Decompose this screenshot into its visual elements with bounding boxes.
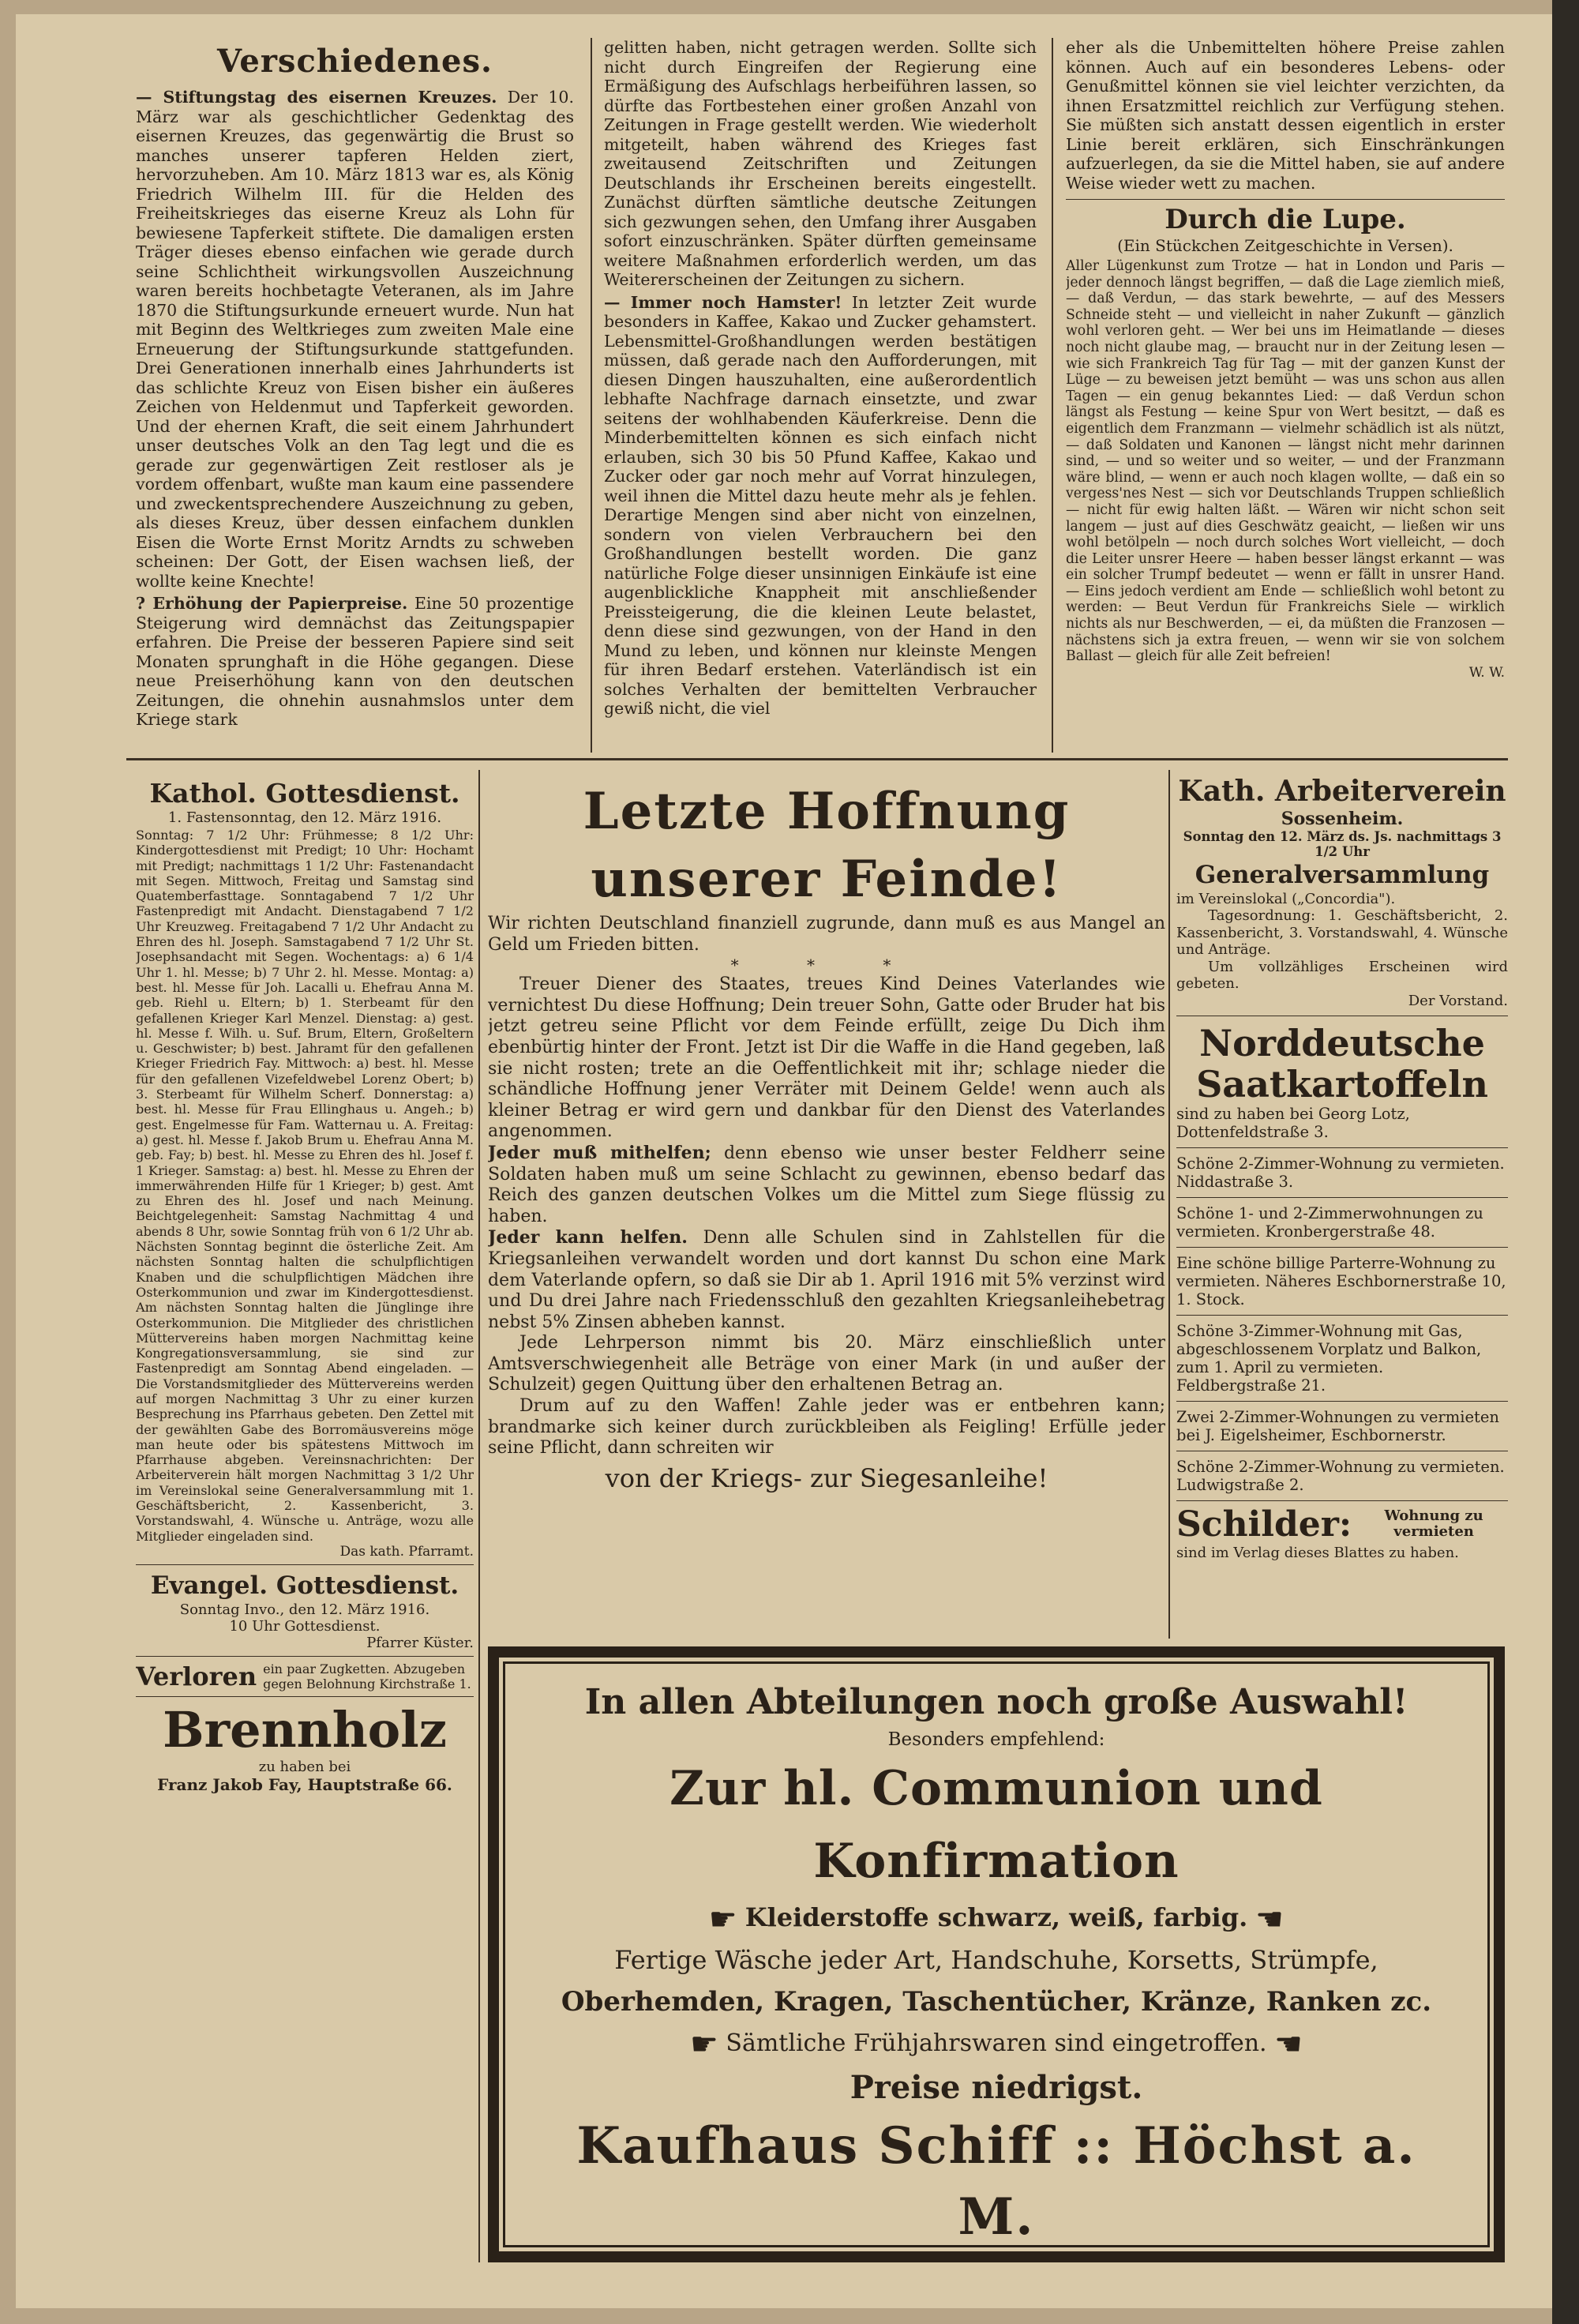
kaufhaus-line8: Preise niedrigst.: [850, 2068, 1143, 2106]
appeal-p4: [488, 1227, 1165, 1333]
pointing-hand-icon: ☛: [1255, 1901, 1285, 1938]
appeal-p5: Jede Lehrperson nimmt bis 20. März einschließlich unter Amtsverschwiegenheit alle Beträge von einer Mark (in und außer der Schulzeit) gegen Quittung über den erhaltenen Betrag an.: [488, 1333, 1165, 1395]
article-lead: ? Erhöhung der Papierpreise.: [136, 594, 408, 613]
kaufhaus-line4-row: [531, 1898, 1462, 1939]
kath-heading: Kathol. Gottesdienst.: [149, 778, 460, 809]
appeal-stars: * * *: [730, 956, 923, 975]
column-middle: [604, 38, 1037, 757]
appeal-p3: [488, 1143, 1165, 1227]
rental-ad: Schöne 1- und 2-Zimmerwohnungen zu vermieten. Kronbergerstraße 48.: [1176, 1198, 1508, 1248]
kaufhaus-line1: In allen Abteilungen noch große Auswahl!: [584, 1682, 1408, 1722]
kaufhaus-ad: [488, 1646, 1505, 2262]
rental-list: [1176, 1148, 1508, 1501]
evang-signature: Pfarrer Küster.: [366, 1634, 474, 1651]
article-hamster: [604, 293, 1037, 719]
article-lead: — Stiftungstag des eisernen Kreuzes.: [136, 88, 497, 107]
kaufhaus-line6: Oberhemden, Kragen, Taschentücher, Kränze, Ranken zc.: [561, 1985, 1432, 2018]
column-ads: [1176, 774, 1508, 1643]
poem-subtitle: (Ein Stückchen Zeitgeschichte in Versen).: [1117, 236, 1453, 255]
arbeiter-heading: Kath. Arbeiterverein: [1178, 775, 1506, 808]
arbeiter-note: Um vollzähliges Erscheinen wird gebeten.: [1176, 958, 1508, 992]
pointing-hand-icon: ☛: [708, 1901, 737, 1938]
column-divider: [1052, 38, 1053, 753]
appeal-p6: Drum auf zu den Waffen! Zahle jeder was er entbehren kann; brandmarke sich keiner durch zurückbleiben als Feigling! Erfülle jeder seine Pflicht, dann schreiten wir: [488, 1396, 1165, 1459]
verloren-ad: [136, 1661, 474, 1691]
arbeiter-event: Generalversammlung: [1195, 861, 1490, 889]
article-body: In letzter Zeit wurde besonders in Kaffee, Kakao und Zucker gehamstert. Lebensmittel-Großhandlungen werden bestätigen müssen, daß gerade nach den Aufforderungen, mit diesen Dingen hauszuhalten, eine außerordentlich lebhafte Nachfrage darnach einsetzte, und zwar seitens der wohlhabenden Käuferkreise. Denn die Minderbemittelten können es sich einfach nicht erlauben, sich 30 bis 50 Pfund Kaffee, Kakao und Zucker oder gar noch mehr auf Vorrat hinzulegen, weil ihnen die Mittel dazu heute mehr als je fehlen. Derartige Mengen sind aber nicht von einzelnen, sondern von vielen Verbrauchern bei den Großhandlungen bestellt worden. Die ganz natürliche Folge dieser unsinnigen Einkäufe ist eine augenblickliche Knappheit mit anschließender Preissteigerung, die die kleinen Leute belastet, denn diese sind gezwungen, von der Hand in den Mund zu leben, und können nur kleinste Mengen für ihren Bedarf erstehen. Vaterländisch ist ein solches Verhalten der bemittelten Verbraucher gewiß nicht, die viel: [604, 292, 1037, 718]
schilder-ad: [1176, 1504, 1508, 1545]
verloren-text: ein paar Zugketten. Abzugeben gegen Belohnung Kirchstraße 1.: [263, 1661, 471, 1691]
poem-text: Aller Lügenkunst zum Trotze — hat in London und Paris — jeder dennoch längst begriffen, — daß die Lage ziemlich mieß, — daß Verdun, — das stark bewehrte, — auf des Messers Schneide steht — und vielleicht in naher Zukunft — gänzlich wohl verloren geht. — Wer bei uns im Heimatlande — dieses noch nicht glaube mag, — braucht nur in der Zeitung lesen — wie sich Frankreich Tag für Tag — mit der ganzen Kunst der Lüge — zu beweisen jetzt bemüht — was uns schon aus allen Tagen — ein genug bekanntes Lied: — daß Verdun schon längst als Festung — keine Spur von Wert besitzt, — daß es eigentlich dem Franzmann — vielmehr schädlich ist als nützt, — daß Soldaten und Kanonen — längst nicht mehr darinnen sind, — und so weiter und so weiter, — und der Franzmann wäre blind, — wenn er auch noch klagen wollte, — daß ein so vergess'nes Nest — sich vor Deutschlands Truppen schließlich — nicht für ewig halten läßt. — Wären wir nicht schon seit langem — just auf dies Geschwätz geaicht, — ließen wir uns wohl betölpeln — noch durch solches Wort vielleicht, — doch die Leiter unsrer Heere — haben besser längst erkannt — was ein solcher Trumpf bedeutet — wenn er fällt in unsrer Hand. — Eins jedoch verdient am Ende — schließlich wohl betont zu werden: — Beut Verdun für Frankreichs Siele — wirklich nichts als nur Beschwerden, — ei, da müßten die Franzosen — nächstens sich ja extra freuen, — wenn wir sie von solchem Ballast — gleich für alle Zeit befreien!: [1066, 258, 1505, 665]
appeal-p1: Wir richten Deutschland finanziell zugrunde, dann muß es aus Mangel an Geld um Frieden bitten.: [488, 914, 1165, 955]
saat-text: sind zu haben bei Georg Lotz, Dottenfeldstraße 3.: [1176, 1105, 1508, 1148]
column-church: [136, 778, 474, 2255]
kath-date: 1. Fastensonntag, den 12. März 1916.: [167, 809, 442, 826]
arbeiter-place: Sossenheim.: [1281, 809, 1404, 829]
arbeiter-venue: im Vereinslokal („Concordia").: [1176, 891, 1396, 907]
kath-signature: Das kath. Pfarramt.: [339, 1543, 474, 1560]
evang-date: Sonntag Invo., den 12. März 1916.: [179, 1601, 430, 1618]
page-edge: [1552, 0, 1579, 2324]
section-heading: Verschiedenes.: [217, 43, 493, 80]
brennholz-heading: Brennholz: [163, 1700, 447, 1759]
pointing-hand-icon: ☛: [690, 2026, 718, 2063]
kaufhaus-line3: Zur hl. Communion und Konfirmation: [669, 1761, 1323, 1889]
article-body: Der 10. März war als geschichtlicher Gedenktag des eisernen Kreuzes, das gegenwärtig die Brust so manches unserer tapferen Helden ziert, hervorzuheben. Am 10. März 1813 war es, als König Friedrich Wilhelm III. für die Helden des Freiheitskrieges das eiserne Kreuz als Lohn für bewiesene Tapferkeit stiftete. Die damaligen ersten Träger dieses ebenso einfachen wie gerade durch seine Schlichtheit wirkungsvollen Auszeichnung waren bereits hochbetagte Veteranen, als im Jahre 1870 die Stiftungsurkunde erneuert wurde. Nun hat mit Beginn des Weltkrieges zum zweiten Male eine Erneuerung der Stiftungsurkunde stattgefunden. Drei Generationen innerhalb eines Jahrhunderts ist das schlichte Kreuz von Eisen bisher ein äußeres Zeichen von Heldenmut und Tapferkeit geworden. Und der ehernen Kraft, die seit einem Jahrhundert unser deutsches Volk an den Tag legt und die es gerade zur gegenwärtigen Zeit restloser als je vordem offenbart, wußte man kaum eine passendere und zweckentsprechendere Auszeichnung zu geben, als dieses Kreuz, über dessen einfachem dunklen Eisen die Worte Ernst Moritz Arndts zu schweben scheinen: Der Gott, der Eisen wachsen ließ, der wollte keine Knechte!: [136, 88, 574, 591]
rule: [1066, 199, 1505, 200]
article-lead: — Immer noch Hamster!: [604, 292, 842, 312]
appeal-heading: Letzte Hoffnung unserer Feinde!: [583, 782, 1071, 909]
arbeiter-signature: Der Vorstand.: [1408, 992, 1508, 1009]
schilder-text: sind im Verlag dieses Blattes zu haben.: [1176, 1544, 1459, 1561]
column-divider: [591, 38, 592, 753]
arbeiter-date: Sonntag den 12. März ds. Js. nachmittags 3 1/2 Uhr: [1183, 829, 1502, 859]
section-divider: [126, 758, 1508, 760]
appeal-p2: Treuer Diener des Staates, treues Kind Deines Vaterlandes wie vernichtest Du diese Hoffnung; Dein treuer Sohn, Gatte oder Bruder hat bis jetzt getreu seine Pflicht vor dem Feinde erfüllt, zeige Du Dich ihm ebenbürtig hinter der Front. Jetzt ist Dir die Waffe in die Hand gegeben, laß sie nicht rosten; trete an die Oeffentlichkeit mit ihr; schlage nieder die schändliche Hoffnung jener Verräter mit Deinem Gelde! wenn auch als kleiner Betrag er wird gern und dankbar für den Dienst des Vaterlandes angenommen.: [488, 974, 1165, 1142]
kath-text: Sonntag: 7 1/2 Uhr: Frühmesse; 8 1/2 Uhr: Kindergottesdienst mit Predigt; 10 Uhr: Hochamt mit Predigt; nachmittags 1 1/2 Uhr: Fastenandacht mit Segen. Mittwoch, Freitag und Samstag sind Quatemberfasttage. Sonntagabend 7 1/2 Uhr Fastenpredigt mit Andacht. Dienstagabend 7 1/2 Uhr Kreuzweg. Freitagabend 7 1/2 Uhr Andacht zu Ehren des hl. Joseph. Samstagabend 7 1/2 Uhr St. Josephsandacht mit Segen. Wochentags: a) 6 1/4 Uhr 1. hl. Messe; b) 7 Uhr 2. hl. Messe. Montag: a) best. hl. Messe für Joh. Lacalli u. Ehefrau Anna M. geb. Riehl u. Eltern; b) 1. Sterbeamt für den gefallenen Krieger Karl Menzel. Dienstag: a) gest. hl. Messe f. Wilh. u. Suf. Brum, Eltern, Großeltern u. Geschwister; b) best. Jahramt für den gefallenen Krieger Friedrich Fay. Mittwoch: a) best. hl. Messe für den gefallenen Vizefeldwebel Lorenz Obert; b) 3. Sterbeamt für Wilhelm Scherf. Donnerstag: a) best. hl. Messe für Frau Ellinghaus u. Angeh.; b) gest. Engelmesse für Fam. Watternau u. A. Freitag: a) gest. hl. Messe f. Jakob Brum u. Ehefrau Anna M. geb. Fay; b) best. hl. Messe zu Ehren des hl. Josef f. 1 Krieger. Samstag: a) best. hl. Messe zu Ehren der immerwährenden Hilfe für 1 Krieger; b) gest. Amt zu Ehren des hl. Josef und nach Meinung. Beichtgelegenheit: Samstag Nachmittag 4 und abends 8 Uhr, sowie Sonntag früh von 6 1/2 Uhr ab. Nächsten Sonntag beginnt die österliche Zeit. Am nächsten Sonntag halten die schulpflichtigen Knaben und die schulpflichtigen Mädchen ihre Osterkommunion und zwar im Kindergottesdienst. Am nächsten Sonntag halten die Jünglinge ihre Osterkommunion. Die Mitglieder des christlichen Müttervereins haben morgen Nachmittag keine Kongregationsversammlung, sie sind zur Fastenpredigt am Sonntag Abend eingeladen. — Die Vorstandsmitglieder des Müttervereins werden auf morgen Nachmittag 3 Uhr zu einer kurzen Besprechung ins Pfarrhaus gebeten. Den Zettel mit der gewählten Gabe des Borromäusvereins möge man heute oder bis spätestens Mittwoch im Pfarrhause abgeben. Vereinsnachrichten: Der Arbeiterverein hält morgen Nachmittag 3 1/2 Uhr im Vereinslokal seine Generalversammlung mit 1. Geschäftsbericht, 2. Kassenbericht, 3. Vorstandswahl, 4. Wünsche u. Anträge, wozu alle Mitglieder eingeladen sind.: [136, 828, 474, 1544]
kaufhaus-line7: Sämtliche Frühjahrswaren sind eingetroffen.: [726, 2029, 1267, 2057]
article-body: Eine 50 prozentige Steigerung wird demnächst das Zeitungspapier erfahren. Die Preise der besseren Papiere sind seit Monaten sprunghaft in die Höhe gegangen. Diese neue Preiserhöhung kann von den deutschen Zeitungen, die ohnehin ausnahmslos unter dem Kriege stark: [136, 594, 574, 729]
column-right: [1066, 38, 1505, 757]
brennholz-line2: Franz Jakob Fay, Hauptstraße 66.: [157, 1774, 452, 1794]
saat-heading-1: Norddeutsche: [1199, 1021, 1485, 1064]
evang-time: 10 Uhr Gottesdienst.: [229, 1617, 381, 1635]
column-verschiedenes: [136, 38, 574, 757]
kaufhaus-content: [531, 1678, 1462, 2247]
rule: [136, 1564, 474, 1565]
schilder-word: Schilder:: [1176, 1504, 1352, 1545]
rule: [136, 1656, 474, 1657]
verloren-word: Verloren: [136, 1661, 257, 1691]
appeal-p3-text: denn ebenso wie unser bester Feldherr seine Soldaten haben muß um seine Schlacht zu gewinnen, ebenso bedarf das Reich des ganzen deutschen Volkes um die Mittel zum Siege flüssig zu haben.: [488, 1143, 1165, 1226]
rule: [136, 1696, 474, 1697]
rental-ad: Schöne 2-Zimmer-Wohnung zu vermieten. Ludwigstraße 2.: [1176, 1451, 1508, 1501]
kaufhaus-line5: Fertige Wäsche jeder Art, Handschuhe, Korsetts, Strümpfe,: [614, 1944, 1378, 1975]
article-paper-continued: gelitten haben, nicht getragen werden. Sollte sich nicht durch Eingreifen der Regierung eine Ermäßigung des Aufschlags herbeiführen lassen, so dürfte das Fortbestehen einer großen Anzahl von Zeitungen in Frage gestellt werden. Wie wiederholt mitgeteilt, haben während des Krieges fast zweitausend Zeitschriften und Zeitungen Deutschlands ihr Erscheinen bereits eingestellt. Zunächst dürften sämtliche deutsche Zeitungen sich gezwungen sehen, den Umfang ihrer Ausgaben sofort einzuschränken. Später dürften gemeinsame weitere Maßnahmen erforderlich werden, um das Weitererscheinen der Zeitungen zu sichern.: [604, 38, 1037, 289]
rental-ad: Schöne 2-Zimmer-Wohnung zu vermieten. Niddastraße 3.: [1176, 1148, 1508, 1198]
rental-ad: Eine schöne billige Parterre-Wohnung zu vermieten. Näheres Eschbornerstraße 10, 1. Stock.: [1176, 1248, 1508, 1316]
saat-heading-2: Saatkartoffeln: [1196, 1062, 1488, 1106]
rental-ad: Schöne 3-Zimmer-Wohnung mit Gas, abgeschlossenem Vorplatz und Balkon, zum 1. April zu vermieten. Feldbergstraße 21.: [1176, 1316, 1508, 1402]
poem-signature: W. W.: [1468, 664, 1505, 681]
rental-ad: Zwei 2-Zimmer-Wohnungen zu vermieten bei J. Eigelsheimer, Eschbornerstr.: [1176, 1402, 1508, 1451]
column-divider: [478, 770, 480, 2262]
kaufhaus-line4: Kleiderstoffe schwarz, weiß, farbig.: [744, 1902, 1248, 1932]
column-divider: [1168, 770, 1170, 1639]
kaufhaus-line9: Kaufhaus Schiff :: Höchst a. M.: [576, 2116, 1416, 2247]
article-paper-prices: [136, 594, 574, 730]
appeal-article: [488, 778, 1165, 1639]
poem-title: Durch die Lupe.: [1165, 204, 1406, 235]
article-hamster-continued: eher als die Unbemittelten höhere Preise zahlen können. Auch auf ein besonderes Lebens- oder Genußmittel können sie viel leichter verzichten, da ihnen Ersatzmittel reichlich zur Verfügung stehen. Sie müßten sich anstatt dessen eigentlich in erster Linie bereit erklären, sich Einschränkungen aufzuerlegen, da sie die Mittel haben, sie auf andere Weise wieder wett zu machen.: [1066, 38, 1505, 193]
pointing-hand-icon: ☛: [1274, 2026, 1303, 2063]
kaufhaus-line2: Besonders empfehlend:: [887, 1729, 1105, 1750]
appeal-p4-lead: Jeder kann helfen.: [488, 1227, 688, 1248]
brennholz-line1: zu haben bei: [258, 1758, 351, 1775]
arbeiter-agenda: Tagesordnung: 1. Geschäftsbericht, 2. Kassenbericht, 3. Vorstandswahl, 4. Wünsche und Anträge.: [1176, 907, 1508, 958]
kaufhaus-line7-row: [531, 2023, 1462, 2065]
article-iron-cross: [136, 88, 574, 591]
evang-heading: Evangel. Gottesdienst.: [150, 1571, 459, 1600]
appeal-p4-text: Denn alle Schulen sind in Zahlstellen für die Kriegsanleihen verwandelt worden und dort kannst Du schon eine Mark dem Vaterlande opfern, so daß sie Dir ab 1. April 1916 mit 5% verzinst wird und Du drei Jahre nach Friedensschluß den gezahlten Kriegsanleihebetrag nebst 5% Zinsen abheben kannst.: [488, 1228, 1165, 1332]
schilder-side: Wohnung zu vermieten: [1384, 1507, 1483, 1540]
appeal-p3-lead: Jeder muß mithelfen;: [488, 1142, 711, 1163]
appeal-closing: von der Kriegs- zur Siegesanleihe!: [605, 1462, 1048, 1493]
